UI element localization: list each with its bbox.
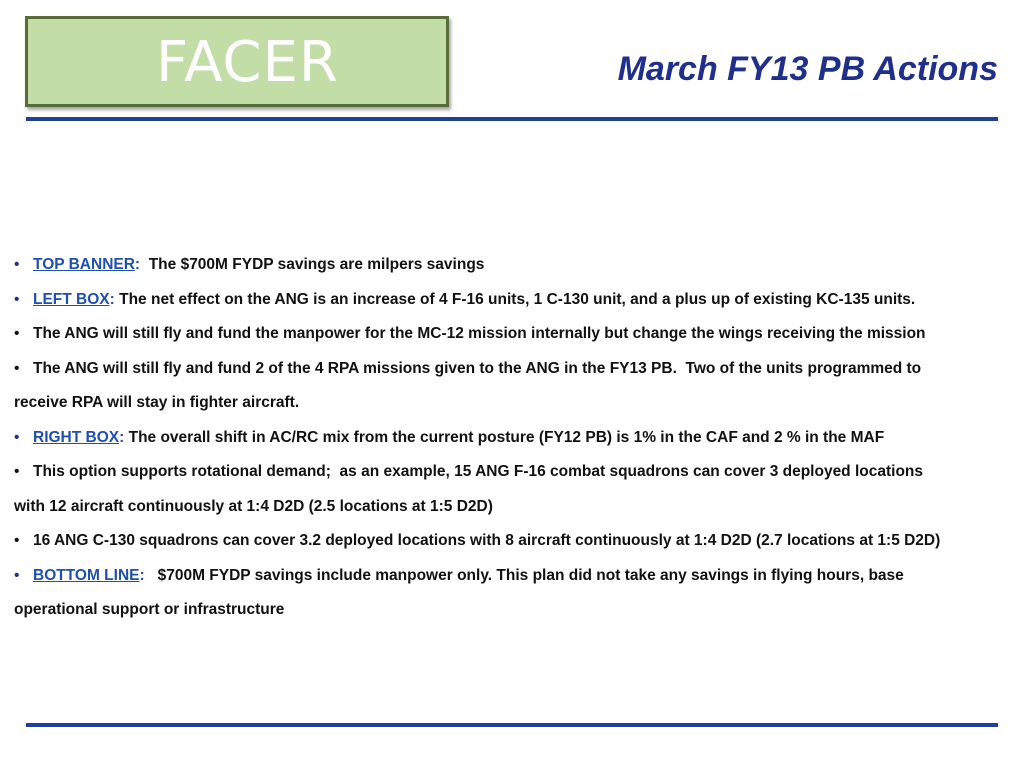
bullet-text-cont: receive RPA will stay in fighter aircraft. <box>14 394 300 411</box>
bullet-dot-icon: • <box>14 256 20 273</box>
bullet-text: 16 ANG C-130 squadrons can cover 3.2 deployed locations with 8 aircraft continuously at 1:4 D2D (2.7 locations at 1:5 D2D) <box>33 532 941 549</box>
bullet-text: The $700M FYDP savings are milpers savings <box>140 256 485 273</box>
bullet-dot-icon: • <box>14 428 20 446</box>
bullet-left-box <box>14 283 1018 318</box>
bullet-right-box <box>14 421 1018 456</box>
bullet-top-banner <box>14 248 1018 283</box>
bullet-text-cont: operational support or infrastructure <box>14 601 285 618</box>
bullet-text: This option supports rotational demand; as an example, 15 ANG F-16 combat squadrons can cover 3 deployed locations <box>33 463 924 480</box>
facer-logo-box <box>25 16 449 107</box>
bullet-dot-icon: • <box>14 566 20 584</box>
bullet-colon: : <box>109 290 115 308</box>
header-divider <box>26 117 998 121</box>
bullet-text: The ANG will still fly and fund 2 of the 4 RPA missions given to the ANG in the FY13 PB. Two of the units programmed to <box>33 359 922 377</box>
bullet-dot-icon: • <box>14 325 20 342</box>
bullet-colon: : <box>134 256 141 273</box>
bullet-rpa-continued <box>14 386 1018 421</box>
bullet-dot-icon: • <box>14 532 20 549</box>
bullet-text: The ANG will still fly and fund the manpower for the MC-12 mission internally but change the wings receiving the mission <box>33 325 926 342</box>
bullet-key: TOP BANNER <box>33 256 135 273</box>
bullet-text-cont: with 12 aircraft continuously at 1:4 D2D (2.5 locations at 1:5 D2D) <box>14 497 493 515</box>
bullet-c130 <box>14 524 1018 559</box>
bullet-colon: : <box>119 428 125 446</box>
footer-divider <box>26 723 998 727</box>
bullet-colon: : <box>139 566 145 584</box>
bullet-rpa <box>14 352 1018 387</box>
bullet-rotational-demand <box>14 455 1018 490</box>
bullet-list <box>14 248 1018 628</box>
bullet-text: The net effect on the ANG is an increase of 4 F-16 units, 1 C-130 unit, and a plus up of existing KC-135 units. <box>114 290 916 308</box>
bullet-key: RIGHT BOX <box>33 428 120 446</box>
bullet-rotational-demand-continued <box>14 490 1018 525</box>
bullet-text: $700M FYDP savings include manpower only. This plan did not take any savings in flying hours, base <box>144 566 904 584</box>
bullet-dot-icon: • <box>14 463 20 480</box>
bullet-text: The overall shift in AC/RC mix from the current posture (FY12 PB) is 1% in the CAF and 2 % in the MAF <box>124 428 885 446</box>
bullet-bottom-line-continued <box>14 593 1018 628</box>
bullet-key: BOTTOM LINE <box>33 566 140 584</box>
bullet-dot-icon: • <box>14 359 20 377</box>
bullet-key: LEFT BOX <box>33 290 110 308</box>
bullet-bottom-line <box>14 559 1018 594</box>
slide-title: March FY13 PB Actions <box>617 50 998 88</box>
logo-text: FACER <box>156 30 339 95</box>
bullet-dot-icon: • <box>14 290 20 308</box>
bullet-mc12 <box>14 317 1018 352</box>
